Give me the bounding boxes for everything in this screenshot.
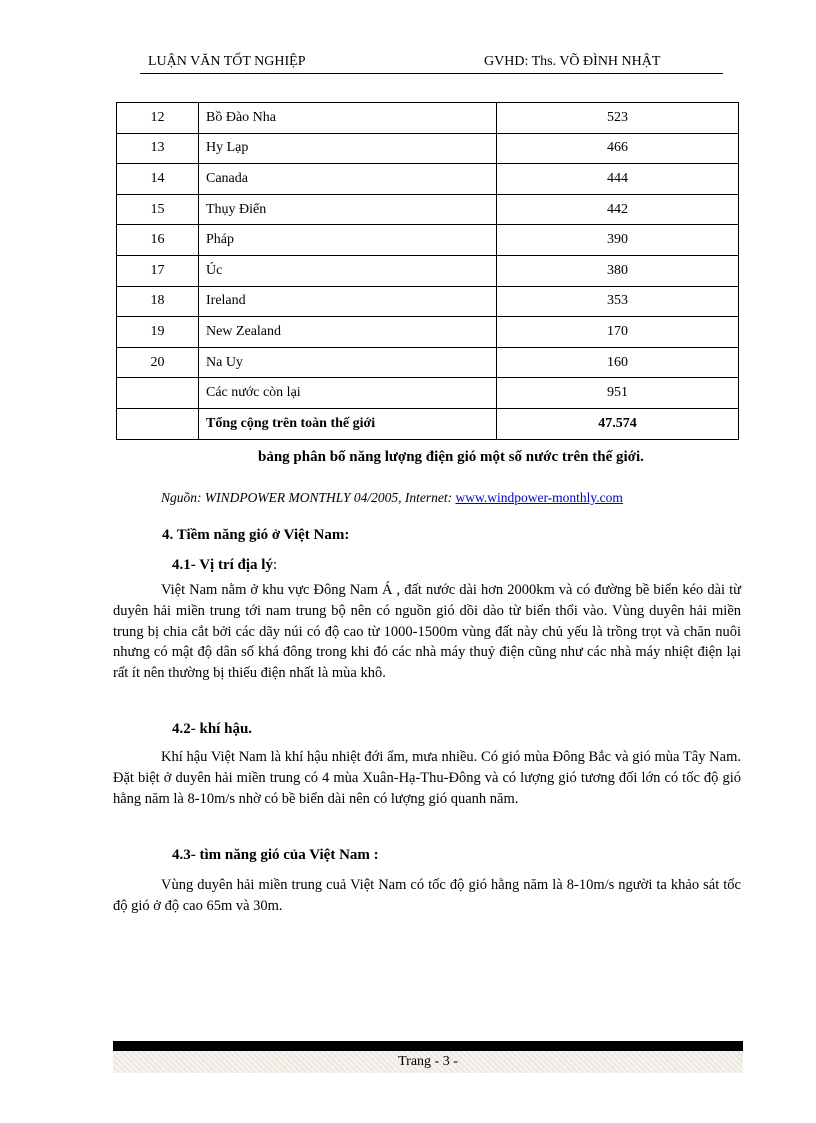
table-row [117,133,739,164]
section-4-2-heading: 4.2- khí hậu. [172,721,253,737]
table-cell-value: 380 [497,255,739,286]
table-cell-country: Canada [199,164,497,195]
table-cell-country: Bồ Đào Nha [199,103,497,134]
table-row [117,286,739,317]
table-row [117,194,739,225]
source-link[interactable]: www.windpower-monthly.com [455,490,623,505]
page-number: Trang - 3 - [398,1054,458,1069]
table-cell-no: 13 [117,133,199,164]
table-cell-no: 18 [117,286,199,317]
table-cell-value: 160 [497,347,739,378]
table-cell-country: Na Uy [199,347,497,378]
table-row [117,347,739,378]
section-4-3-heading: 4.3- tìm năng gió của Việt Nam : [172,847,379,863]
table-cell-value: 442 [497,194,739,225]
wind-energy-table [116,102,739,440]
table-cell-value: 170 [497,317,739,348]
total-value: 47.574 [497,408,739,439]
table-cell-country: Các nước còn lại [199,378,497,409]
table-cell-no: 12 [117,103,199,134]
table-cell-no [117,408,199,439]
table-row [117,317,739,348]
table-row [117,164,739,195]
table-cell-no: 15 [117,194,199,225]
table-cell-country: Úc [199,255,497,286]
table-cell-value: 444 [497,164,739,195]
section-4-1-paragraph: Việt Nam nằm ở khu vực Đông Nam Á , đất nước dài hơn 2000km và có đường bề biển kéo dài từ duyên hải miền trung tới nam trung bộ nên có nguồn gió dồi dào từ biển thổi vào. Vùng duyên hải miền trung bị chia cắt bởi các dãy núi có độ cao từ 1000-1500m vùng đất này chủ yếu là trồng trọt và chăn nuôi nhưng có mật độ dân số khá đông trong khi đó các nhà máy thuỷ điện cũng như các nhà máy nhiệt điện lại rất ít nên thường bị thiếu điện nhất là mùa khô. [113,582,741,682]
section-4-1-colon: : [272,557,278,573]
table-cell-no: 20 [117,347,199,378]
table-cell-no: 17 [117,255,199,286]
table-caption: bảng phân bố năng lượng điện gió một số nước trên thế giới. [258,449,644,465]
table-cell-country: Pháp [199,225,497,256]
source-prefix: Nguồn: WINDPOWER MONTHLY 04/2005, Internet: [161,490,456,505]
table-row [117,225,739,256]
table-cell-country: New Zealand [199,317,497,348]
table-row [117,378,739,409]
page-header [140,53,723,74]
header-thesis-title: LUẬN VĂN TỐT NGHIỆP [148,54,306,69]
table-cell-value: 951 [497,378,739,409]
table-row [117,255,739,286]
section-4-1-heading [172,557,277,574]
table-cell-value: 353 [497,286,739,317]
table-cell-value: 466 [497,133,739,164]
table-cell-no: 14 [117,164,199,195]
section-4-3-paragraph: Vùng duyên hải miền trung cuả Việt Nam có tốc độ gió hằng năm là 8-10m/s người ta khảo sát tốc độ gió ở độ cao 65m và 30m. [113,877,741,914]
section-4-heading: 4. Tiềm năng gió ở Việt Nam: [162,527,350,543]
table-cell-value: 523 [497,103,739,134]
table-cell-country: Thụy Điển [199,194,497,225]
header-advisor: GVHD: Ths. VÕ ĐÌNH NHẬT [484,54,661,69]
section-4-2-paragraph: Khí hậu Việt Nam là khí hậu nhiệt đới ẩm, mưa nhiều. Có gió mùa Đông Bắc và gió mùa Tây Nam. Đặt biệt ở duyên hải miền trung có 4 mùa Xuân-Hạ-Thu-Đông và có lượng gió tương đối lớn có tốc độ gió hằng năm là 8-10m/s nhờ có bề biển dài nên có lượng gió quanh năm. [113,749,741,807]
page-footer [113,1051,743,1073]
table-cell-country: Hy Lạp [199,133,497,164]
table-cell-value: 390 [497,225,739,256]
table-cell-no: 16 [117,225,199,256]
total-label: Tổng cộng trên toàn thế giới [199,408,497,439]
table-cell-no [117,378,199,409]
section-4-1-title: 4.1- Vị trí địa lý [172,557,273,573]
source-note [161,490,623,506]
table-row [117,103,739,134]
footer-rule [113,1041,743,1051]
table-cell-country: Ireland [199,286,497,317]
table-total-row [117,408,739,439]
table-cell-no: 19 [117,317,199,348]
